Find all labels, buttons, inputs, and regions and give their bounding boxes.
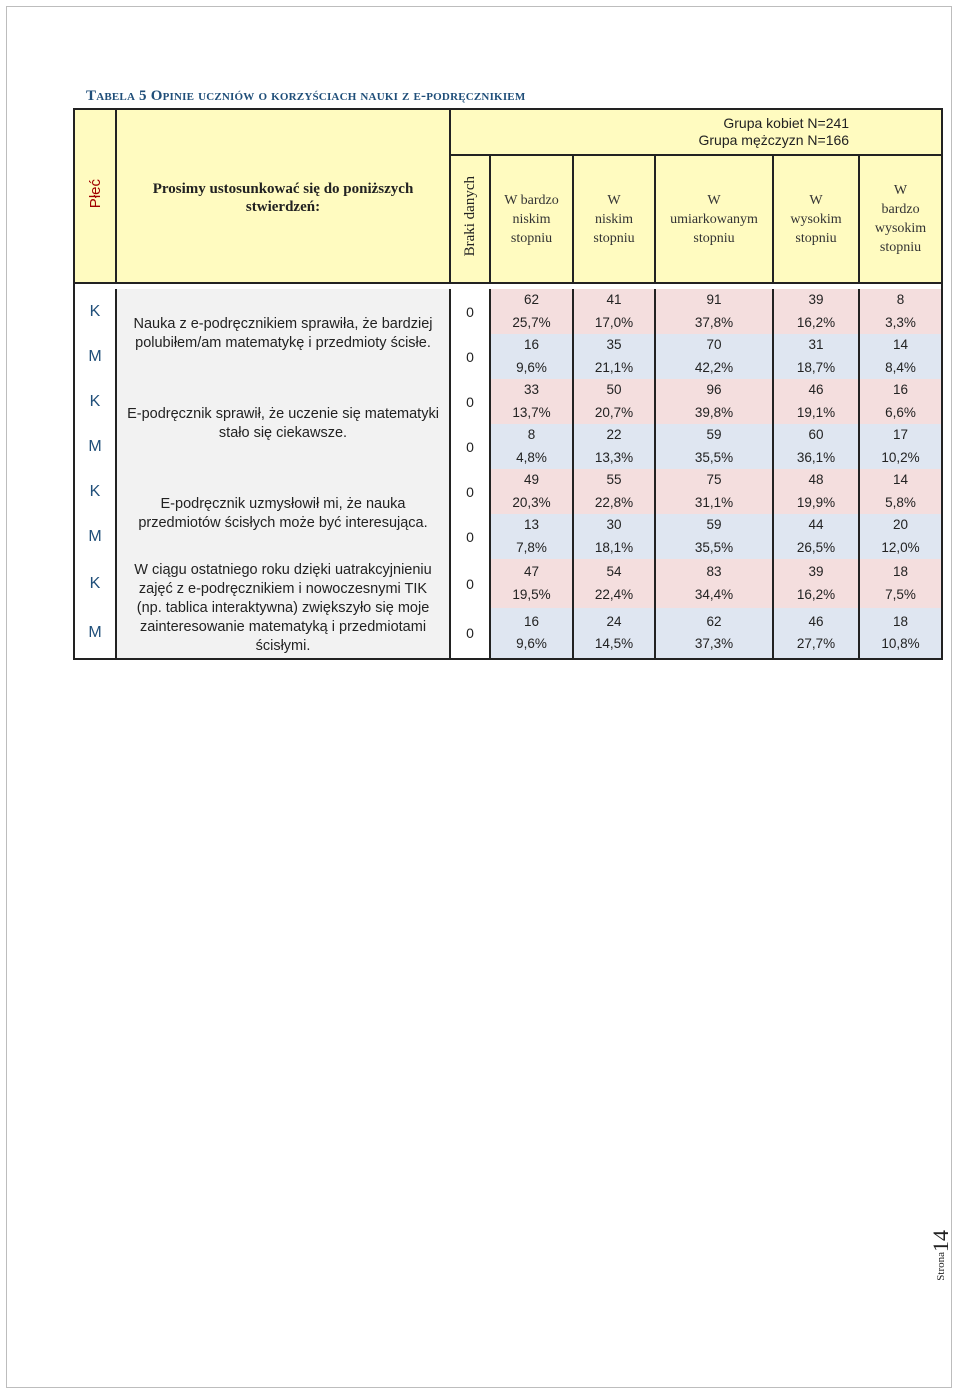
count-value: 60 [808,427,824,442]
count-value: 75 [706,472,722,487]
braki-cell: 0 [450,559,490,608]
percent-value: 36,1% [796,449,836,465]
count-value: 8 [896,292,905,307]
value-cell [655,424,773,469]
value-cell [573,289,655,334]
count-value: 20 [893,517,909,532]
sex-cell: K [74,289,116,334]
percent-value: 42,2% [694,359,734,375]
value-cell [859,514,942,559]
sex-cell: K [74,469,116,514]
header-plec-label: Płeć [86,178,104,209]
header-col-3-line: umiarkowanym [670,211,758,227]
count-value: 59 [706,427,722,442]
count-value: 33 [523,382,540,397]
table-title: Tabela 5 Opinie uczniów o korzyściach nauki z e-podręcznikiem [86,88,526,104]
braki-cell: 0 [450,289,490,334]
percent-value: 3,3% [885,314,916,330]
header-col-5-line: bardzo [881,202,920,217]
count-value: 55 [606,472,622,487]
results-table [73,108,943,660]
value-cell [490,608,573,659]
value-cell [859,424,942,469]
sex-cell: M [74,424,116,469]
percent-value: 39,8% [694,404,734,420]
percent-value: 18,7% [796,359,836,375]
percent-value: 21,1% [594,359,634,375]
percent-value: 13,7% [512,404,551,420]
sex-cell: K [74,379,116,424]
percent-value: 7,8% [516,539,547,555]
count-value: 46 [808,613,824,629]
value-cell [655,334,773,379]
count-value: 62 [523,292,540,307]
percent-value: 18,1% [594,539,634,555]
header-group-women: Grupa kobiet N=241 [723,115,850,131]
percent-value: 22,4% [594,586,634,602]
value-cell [573,379,655,424]
header-col-1 [490,155,573,283]
page-number [928,1230,958,1370]
header-col-4-line: wysokim [790,211,842,227]
header-question: Prosimy ustosunkować się do poniższych stwierdzeń: [116,109,450,283]
percent-value: 14,5% [594,636,634,652]
header-braki [450,155,490,283]
header-col-3-line: W [707,192,721,208]
count-value: 39 [808,292,824,307]
header-col-5-line: W [893,183,908,198]
value-cell [490,379,573,424]
count-value: 46 [808,382,824,397]
header-col-2 [573,155,655,283]
count-value: 30 [606,517,622,532]
percent-value: 10,2% [881,449,920,465]
value-cell [655,559,773,608]
value-cell [859,289,942,334]
count-value: 47 [523,564,540,580]
braki-cell: 0 [450,424,490,469]
value-cell [773,608,859,659]
count-value: 16 [893,382,909,397]
percent-value: 19,1% [796,404,836,420]
count-value: 39 [808,564,824,580]
value-cell [490,514,573,559]
count-value: 96 [706,382,722,397]
count-value: 70 [706,337,722,352]
header-col-5 [859,155,942,283]
count-value: 18 [893,564,909,580]
count-value: 44 [808,517,824,532]
header-col-2-line: niskim [594,211,634,227]
table-row [74,289,942,334]
header-col-5-line: stopniu [879,240,922,255]
value-cell [573,424,655,469]
value-cell [490,334,573,379]
percent-value: 10,8% [881,636,920,652]
value-cell [655,379,773,424]
braki-cell: 0 [450,379,490,424]
percent-value: 22,8% [594,494,634,510]
value-cell [490,424,573,469]
count-value: 62 [706,613,722,629]
percent-value: 27,7% [796,636,836,652]
count-value: 41 [606,292,622,307]
value-cell [773,289,859,334]
percent-value: 25,7% [512,314,551,330]
value-cell [490,289,573,334]
count-value: 14 [893,472,909,487]
percent-value: 16,2% [796,586,836,602]
header-braki-label: Braki danych [461,176,478,257]
value-cell [655,608,773,659]
sex-cell: M [74,608,116,659]
value-cell [573,514,655,559]
value-cell [773,379,859,424]
statement-cell: Nauka z e-podręcznikiem sprawiła, że bardziej polubiłem/am matematykę i przedmioty ścisłe. [116,289,450,379]
header-group [450,109,942,155]
header-col-2-line: W [607,192,621,208]
value-cell [655,289,773,334]
header-col-3 [655,155,773,283]
braki-cell: 0 [450,334,490,379]
value-cell [859,559,942,608]
percent-value: 6,6% [885,404,916,420]
table-row [74,469,942,514]
count-value: 83 [706,564,722,580]
header-col-4-line: stopniu [795,230,837,246]
sex-cell: K [74,559,116,608]
page-number-text [928,1230,954,1281]
percent-value: 20,7% [594,404,634,420]
header-col-1-line: stopniu [510,230,553,246]
value-cell [859,469,942,514]
percent-value: 35,5% [694,539,734,555]
percent-value: 13,3% [594,449,634,465]
percent-value: 34,4% [694,586,734,602]
header-plec [74,109,116,283]
percent-value: 31,1% [694,494,734,510]
header-col-4-line: W [809,192,823,208]
value-cell [655,514,773,559]
count-value: 54 [606,564,622,580]
percent-value: 4,8% [516,449,547,465]
percent-value: 9,6% [516,636,547,652]
header-col-1-line: W bardzo [504,192,559,208]
count-value: 31 [808,337,824,352]
count-value: 49 [523,472,540,487]
count-value: 18 [893,613,909,629]
header-col-5-line: wysokim [874,221,927,236]
percent-value: 20,3% [512,494,551,510]
count-value: 48 [808,472,824,487]
percent-value: 35,5% [694,449,734,465]
percent-value: 37,3% [694,636,734,652]
count-value: 17 [893,427,909,442]
count-value: 16 [523,337,540,352]
value-cell [859,334,942,379]
sex-cell: M [74,514,116,559]
count-value: 24 [606,613,622,629]
percent-value: 37,8% [694,314,734,330]
percent-value: 5,8% [885,494,916,510]
value-cell [773,424,859,469]
count-value: 35 [606,337,622,352]
count-value: 16 [523,613,540,629]
sex-cell: M [74,334,116,379]
value-cell [573,559,655,608]
table-body [74,283,942,659]
value-cell [773,514,859,559]
value-cell [490,559,573,608]
percent-value: 19,9% [796,494,836,510]
count-value: 91 [706,292,722,307]
value-cell [573,469,655,514]
percent-value: 17,0% [594,314,634,330]
braki-cell: 0 [450,469,490,514]
percent-value: 7,5% [885,586,916,602]
header-group-men: Grupa mężczyzn N=166 [698,132,850,148]
value-cell [573,608,655,659]
braki-cell: 0 [450,514,490,559]
table-row [74,379,942,424]
value-cell [859,608,942,659]
header-col-3-line: stopniu [693,230,735,246]
count-value: 59 [706,517,722,532]
value-cell [490,469,573,514]
percent-value: 8,4% [885,359,916,375]
count-value: 50 [606,382,622,397]
count-value: 14 [893,337,909,352]
count-value: 8 [527,427,536,442]
statement-cell: W ciągu ostatniego roku dzięki uatrakcyjnieniu zajęć z e-podręcznikiem i nowoczesnymi TIK (np. tablica interaktywna) zwiększyło się moje zainteresowanie matematyką i przedmiotami ścisłymi. [116,559,450,659]
header-col-1-line: niskim [512,211,551,227]
statement-cell: E-podręcznik uzmysłowił mi, że nauka przedmiotów ścisłych może być interesująca. [116,469,450,559]
percent-value: 9,6% [516,359,547,375]
value-cell [773,469,859,514]
page-number-label: Strona [935,1252,947,1281]
header-col-4 [773,155,859,283]
table-row [74,559,942,608]
value-cell [773,334,859,379]
page-number-value: 14 [928,1230,953,1252]
percent-value: 16,2% [796,314,836,330]
percent-value: 26,5% [796,539,836,555]
value-cell [859,379,942,424]
count-value: 22 [606,427,622,442]
header-col-2-line: stopniu [593,230,635,246]
value-cell [573,334,655,379]
statement-cell: E-podręcznik sprawił, że uczenie się matematyki stało się ciekawsze. [116,379,450,469]
count-value: 13 [523,517,540,532]
value-cell [655,469,773,514]
value-cell [773,559,859,608]
braki-cell: 0 [450,608,490,659]
percent-value: 19,5% [512,586,551,602]
percent-value: 12,0% [881,539,920,555]
